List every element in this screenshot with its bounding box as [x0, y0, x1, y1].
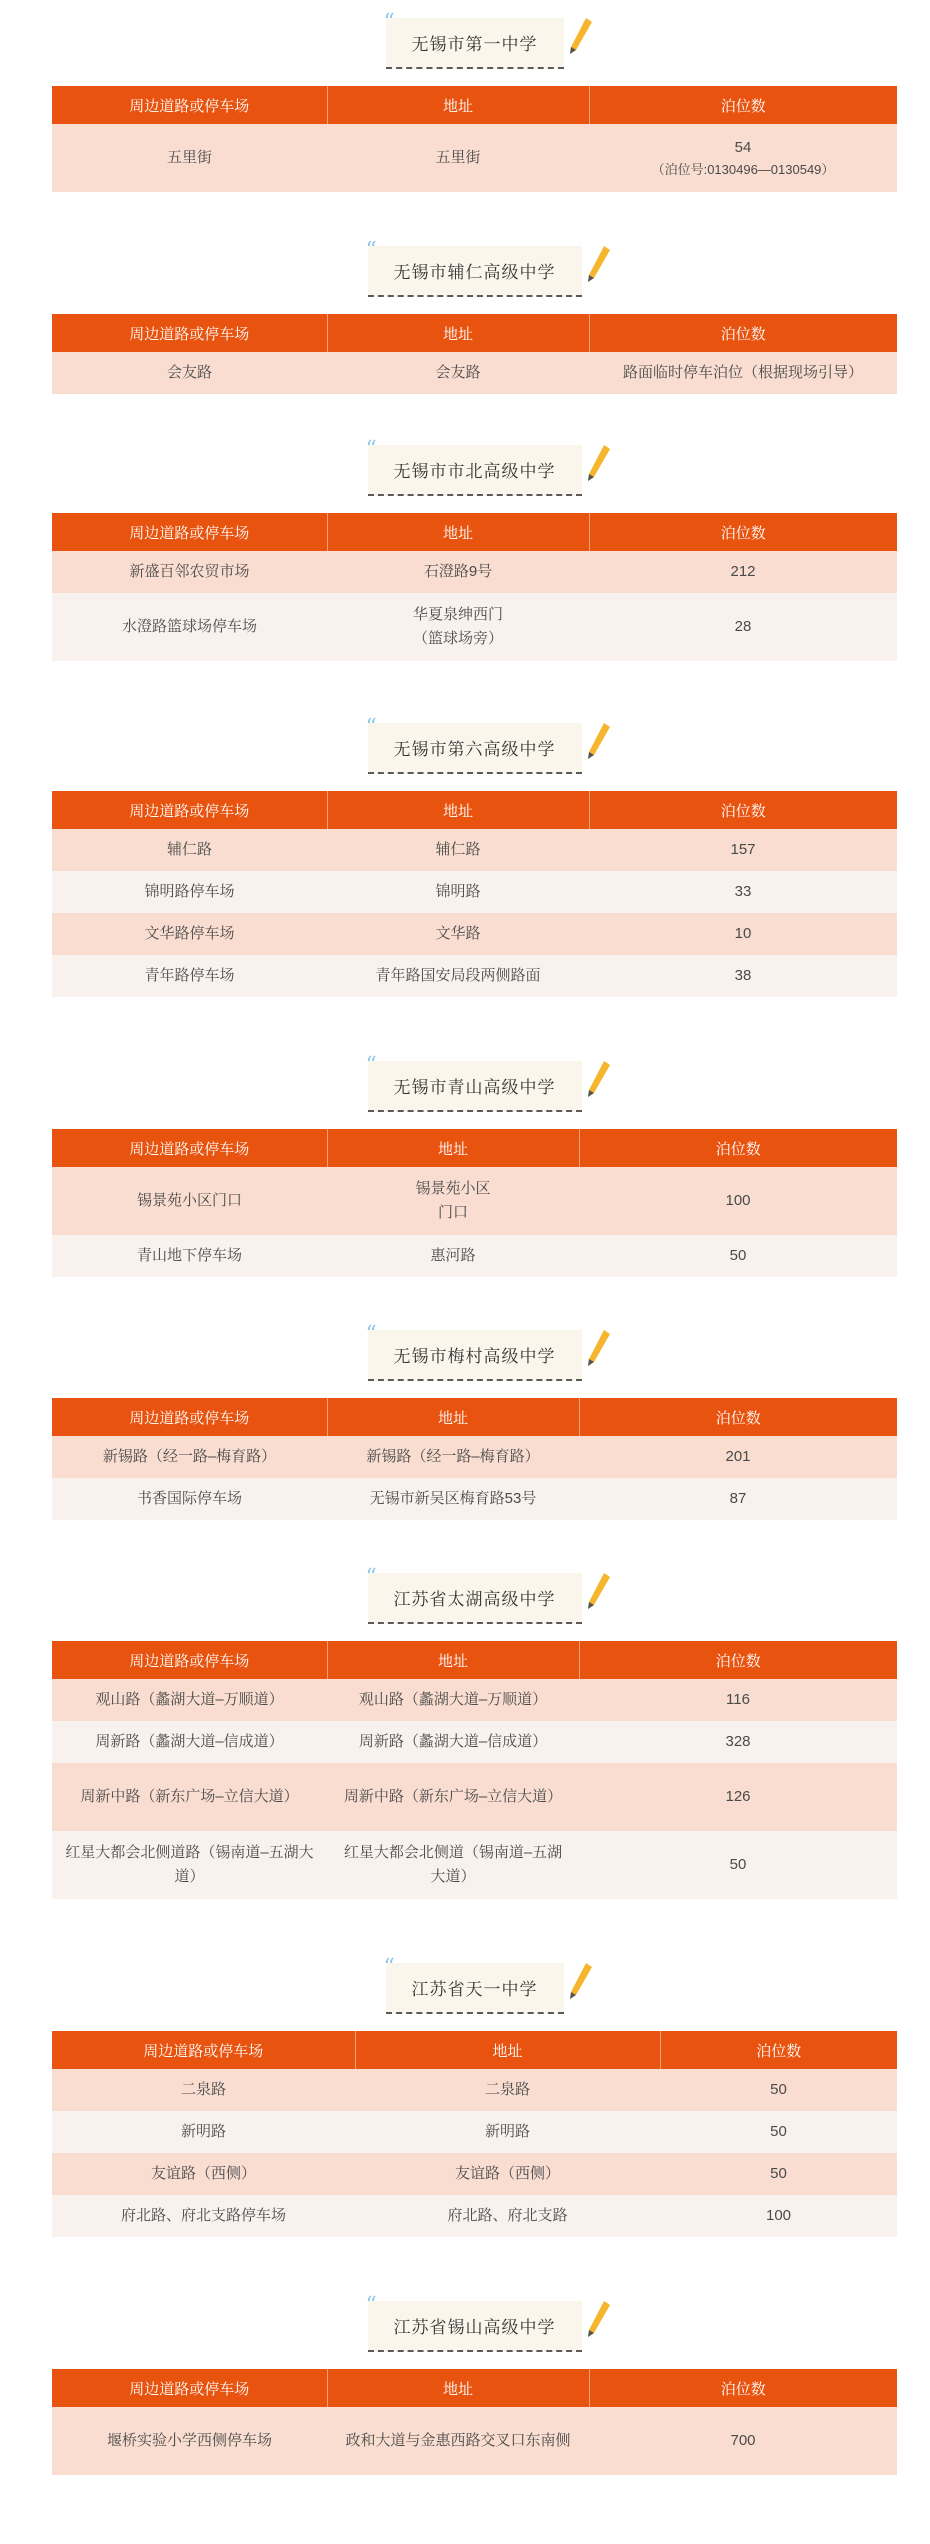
cell-address: 新锡路（经一路–梅育路） — [327, 1436, 579, 1478]
cell-road: 五里街 — [52, 124, 327, 192]
cell-address — [327, 1167, 579, 1235]
cell-road: 周新中路（新东广场–立信大道） — [52, 1763, 327, 1831]
section-title — [365, 1322, 582, 1381]
school-name: 无锡市市北高级中学 — [393, 462, 556, 481]
school-name: 江苏省锡山高级中学 — [393, 2318, 556, 2337]
quote-icon: “ — [365, 715, 378, 740]
header-spots: 泊位数 — [660, 2031, 897, 2069]
pencil-icon — [586, 721, 612, 761]
cell-spots: 10 — [589, 913, 897, 955]
table-row — [52, 593, 897, 661]
cell-road: 文华路停车场 — [52, 913, 327, 955]
address-line: 华夏泉绅西门 — [412, 606, 503, 623]
parking-table — [52, 86, 897, 192]
spots-value: 54 — [734, 139, 752, 156]
table-row — [52, 2195, 897, 2237]
parking-table — [52, 2369, 897, 2475]
school-name: 江苏省太湖高级中学 — [393, 1590, 556, 1609]
cell-road: 观山路（蠡湖大道–万顺道） — [52, 1679, 327, 1721]
address-line: （篮球场旁） — [412, 630, 503, 647]
cell-address: 周新中路（新东广场–立信大道） — [327, 1763, 579, 1831]
table-row — [52, 913, 897, 955]
section-title-wrap — [52, 1053, 897, 1129]
cell-address: 会友路 — [327, 352, 589, 394]
table-header-row — [52, 1129, 897, 1167]
school-section — [52, 238, 897, 394]
parking-table — [52, 1129, 897, 1277]
section-title-wrap — [52, 715, 897, 791]
header-road: 周边道路或停车场 — [52, 791, 327, 829]
cell-address: 周新路（蠡湖大道–信成道） — [327, 1721, 579, 1763]
parking-table — [52, 513, 897, 661]
cell-address: 政和大道与金惠西路交叉口东南侧 — [327, 2407, 589, 2475]
header-road: 周边道路或停车场 — [52, 1129, 327, 1167]
cell-road: 新锡路（经一路–梅育路） — [52, 1436, 327, 1478]
header-road: 周边道路或停车场 — [52, 513, 327, 551]
header-address: 地址 — [355, 2031, 660, 2069]
cell-spots: 100 — [660, 2195, 897, 2237]
cell-spots: 328 — [579, 1721, 897, 1763]
header-spots: 泊位数 — [589, 2369, 897, 2407]
cell-spots: 38 — [589, 955, 897, 997]
header-road: 周边道路或停车场 — [52, 1641, 327, 1679]
section-title-wrap — [52, 1322, 897, 1398]
cell-spots: 212 — [589, 551, 897, 593]
cell-road: 辅仁路 — [52, 829, 327, 871]
table-row — [52, 829, 897, 871]
section-title-wrap — [52, 437, 897, 513]
table-row — [52, 871, 897, 913]
header-road: 周边道路或停车场 — [52, 314, 327, 352]
cell-address: 锦明路 — [327, 871, 589, 913]
table-row — [52, 1478, 897, 1520]
pencil-icon — [586, 1059, 612, 1099]
school-section — [52, 2293, 897, 2475]
cell-spots: 87 — [579, 1478, 897, 1520]
cell-road: 堰桥实验小学西侧停车场 — [52, 2407, 327, 2475]
table-row — [52, 2407, 897, 2475]
table-row — [52, 1167, 897, 1235]
school-section — [52, 1955, 897, 2237]
parking-table — [52, 314, 897, 394]
table-row — [52, 124, 897, 192]
quote-icon: “ — [365, 1565, 378, 1590]
parking-table — [52, 1398, 897, 1520]
cell-road: 青年路停车场 — [52, 955, 327, 997]
cell-spots: 28 — [589, 593, 897, 661]
school-name: 无锡市辅仁高级中学 — [393, 263, 556, 282]
cell-road: 二泉路 — [52, 2069, 355, 2111]
cell-spots: 路面临时停车泊位（根据现场引导） — [589, 352, 897, 394]
cell-spots: 157 — [589, 829, 897, 871]
table-row — [52, 955, 897, 997]
cell-address: 石澄路9号 — [327, 551, 589, 593]
pencil-icon — [586, 1571, 612, 1611]
cell-address: 二泉路 — [355, 2069, 660, 2111]
cell-road: 水澄路篮球场停车场 — [52, 593, 327, 661]
cell-road: 锦明路停车场 — [52, 871, 327, 913]
cell-road: 新盛百邻农贸市场 — [52, 551, 327, 593]
table-header-row — [52, 513, 897, 551]
cell-road: 友谊路（西侧） — [52, 2153, 355, 2195]
pencil-icon — [568, 1961, 594, 2001]
table-row — [52, 2111, 897, 2153]
pencil-icon — [586, 244, 612, 284]
header-road: 周边道路或停车场 — [52, 86, 327, 124]
header-address: 地址 — [327, 791, 589, 829]
school-name: 江苏省天一中学 — [411, 1980, 538, 1999]
address-line: 门口 — [437, 1204, 468, 1221]
parking-table — [52, 791, 897, 997]
school-section — [52, 1565, 897, 1899]
parking-table — [52, 1641, 897, 1899]
section-title-wrap — [52, 1955, 897, 2031]
cell-spots — [589, 124, 897, 192]
cell-address: 惠河路 — [327, 1235, 579, 1277]
cell-road: 红星大都会北侧道路（锡南道–五湖大道） — [52, 1831, 327, 1899]
parking-table — [52, 2031, 897, 2237]
quote-icon: “ — [383, 1955, 396, 1980]
table-header-row — [52, 314, 897, 352]
section-title-wrap — [52, 1565, 897, 1641]
cell-spots: 50 — [660, 2111, 897, 2153]
quote-icon: “ — [365, 1053, 378, 1078]
table-row — [52, 1763, 897, 1831]
table-row — [52, 1436, 897, 1478]
cell-address: 文华路 — [327, 913, 589, 955]
school-name: 无锡市第六高级中学 — [393, 740, 556, 759]
header-road: 周边道路或停车场 — [52, 2369, 327, 2407]
section-title — [365, 2293, 582, 2352]
school-name: 无锡市青山高级中学 — [393, 1078, 556, 1097]
table-header-row — [52, 1641, 897, 1679]
quote-icon: “ — [383, 10, 396, 35]
header-address: 地址 — [327, 86, 589, 124]
header-spots: 泊位数 — [589, 513, 897, 551]
table-row — [52, 2069, 897, 2111]
header-address: 地址 — [327, 314, 589, 352]
header-spots: 泊位数 — [579, 1398, 897, 1436]
cell-address: 五里街 — [327, 124, 589, 192]
header-address: 地址 — [327, 1129, 579, 1167]
section-title-wrap — [52, 10, 897, 86]
quote-icon: “ — [365, 437, 378, 462]
pencil-icon — [568, 16, 594, 56]
quote-icon: “ — [365, 1322, 378, 1347]
section-title — [365, 238, 582, 297]
cell-spots: 201 — [579, 1436, 897, 1478]
section-title — [365, 715, 582, 774]
header-address: 地址 — [327, 1398, 579, 1436]
cell-road: 新明路 — [52, 2111, 355, 2153]
table-header-row — [52, 791, 897, 829]
table-row — [52, 551, 897, 593]
cell-address: 友谊路（西侧） — [355, 2153, 660, 2195]
cell-spots: 33 — [589, 871, 897, 913]
pencil-icon — [586, 2299, 612, 2339]
cell-address: 府北路、府北支路 — [355, 2195, 660, 2237]
address-line: 锡景苑小区 — [415, 1180, 491, 1197]
cell-spots: 100 — [579, 1167, 897, 1235]
section-title-wrap — [52, 238, 897, 314]
section-title — [365, 1053, 582, 1112]
school-section — [52, 1053, 897, 1277]
table-row — [52, 1831, 897, 1899]
spots-note: （泊位号:0130496—0130549） — [651, 162, 835, 177]
section-title — [365, 437, 582, 496]
header-road: 周边道路或停车场 — [52, 1398, 327, 1436]
cell-spots: 50 — [660, 2069, 897, 2111]
table-row — [52, 1679, 897, 1721]
cell-road: 锡景苑小区门口 — [52, 1167, 327, 1235]
header-spots: 泊位数 — [579, 1129, 897, 1167]
table-header-row — [52, 1398, 897, 1436]
header-address: 地址 — [327, 1641, 579, 1679]
header-spots: 泊位数 — [579, 1641, 897, 1679]
quote-icon: “ — [365, 238, 378, 263]
cell-road: 书香国际停车场 — [52, 1478, 327, 1520]
section-title — [383, 10, 564, 69]
quote-icon: “ — [365, 2293, 378, 2318]
school-name: 无锡市梅村高级中学 — [393, 1347, 556, 1366]
table-header-row — [52, 86, 897, 124]
cell-spots: 126 — [579, 1763, 897, 1831]
school-section — [52, 437, 897, 661]
header-spots: 泊位数 — [589, 314, 897, 352]
cell-road: 青山地下停车场 — [52, 1235, 327, 1277]
school-section — [52, 1322, 897, 1520]
table-header-row — [52, 2031, 897, 2069]
school-section — [52, 10, 897, 192]
pencil-icon — [586, 443, 612, 483]
cell-spots: 50 — [660, 2153, 897, 2195]
cell-address: 辅仁路 — [327, 829, 589, 871]
section-title — [365, 1565, 582, 1624]
header-spots: 泊位数 — [589, 86, 897, 124]
header-address: 地址 — [327, 2369, 589, 2407]
cell-road: 周新路（蠡湖大道–信成道） — [52, 1721, 327, 1763]
cell-address: 观山路（蠡湖大道–万顺道） — [327, 1679, 579, 1721]
cell-spots: 116 — [579, 1679, 897, 1721]
table-row — [52, 1721, 897, 1763]
cell-address: 青年路国安局段两侧路面 — [327, 955, 589, 997]
table-row — [52, 2153, 897, 2195]
cell-road: 府北路、府北支路停车场 — [52, 2195, 355, 2237]
table-header-row — [52, 2369, 897, 2407]
header-road: 周边道路或停车场 — [52, 2031, 355, 2069]
table-row — [52, 352, 897, 394]
cell-spots: 700 — [589, 2407, 897, 2475]
table-row — [52, 1235, 897, 1277]
pencil-icon — [586, 1328, 612, 1368]
cell-address: 新明路 — [355, 2111, 660, 2153]
school-name: 无锡市第一中学 — [411, 35, 538, 54]
header-address: 地址 — [327, 513, 589, 551]
cell-address — [327, 593, 589, 661]
school-section — [52, 715, 897, 997]
header-spots: 泊位数 — [589, 791, 897, 829]
cell-spots: 50 — [579, 1235, 897, 1277]
cell-road: 会友路 — [52, 352, 327, 394]
cell-address: 无锡市新吴区梅育路53号 — [327, 1478, 579, 1520]
cell-address: 红星大都会北侧道（锡南道–五湖大道） — [327, 1831, 579, 1899]
section-title — [383, 1955, 564, 2014]
section-title-wrap — [52, 2293, 897, 2369]
cell-spots: 50 — [579, 1831, 897, 1899]
